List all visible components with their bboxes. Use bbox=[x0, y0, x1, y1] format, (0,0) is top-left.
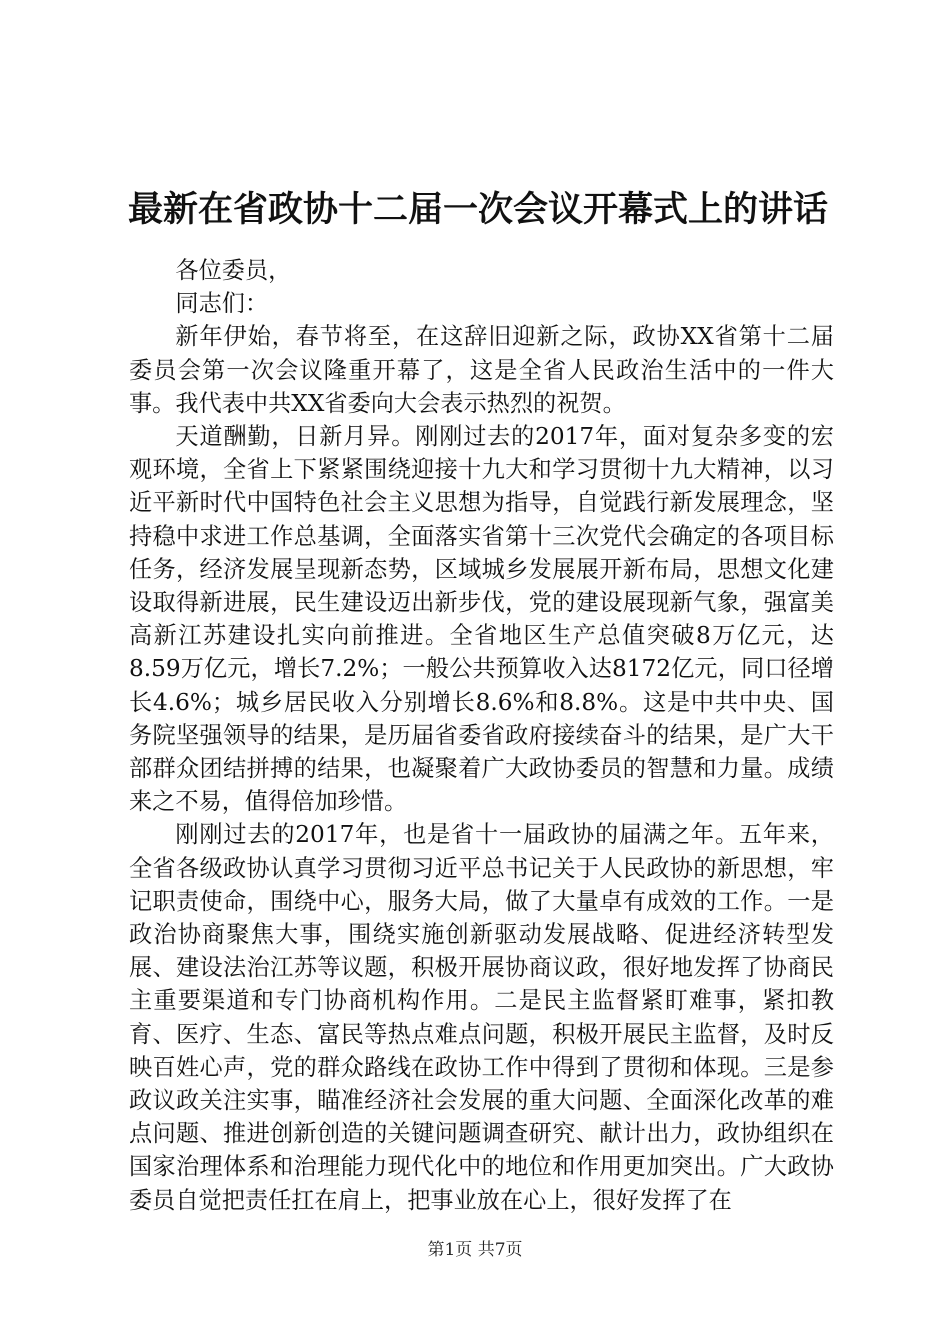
document-title: 最新在省政协十二届一次会议开幕式上的讲话 bbox=[128, 189, 829, 230]
document-body bbox=[129, 254, 834, 1217]
paragraph-opening: 新年伊始，春节将至，在这辞旧迎新之际，政协XX省第十二届委员会第一次会议隆重开幕了，这是全省人民政治生活中的一件大事。我代表中共XX省委向大会表示热烈的祝贺。 bbox=[129, 323, 834, 417]
page-number-footer: 第1页 共7页 bbox=[427, 1240, 523, 1260]
paragraph-cppcc-work: 刚刚过去的2017年，也是省十一届政协的届满之年。五年来，全省各级政协认真学习贯彻习近平总书记关于人民政协的新思想，牢记职责使命，围绕中心，服务大局，做了大量卓有成效的工作。一是政治协商聚焦大事，围绕实施创新驱动发展战略、促进经济转型发展、建设法治江苏等议题，积极开展协商议政，很好地发挥了协商民主重要渠道和专门协商机构作用。二是民主监督紧盯难事，紧扣教育、医疗、生态、富民等热点难点问题，积极开展民主监督，及时反映百姓心声，党的群众路线在政协工作中得到了贯彻和体现。三是参政议政关注实事，瞄准经济社会发展的重大问题、全面深化改革的难点问题、推进创新创造的关键问题调查研究、献计出力，政协组织在国家治理体系和治理能力现代化中的地位和作用更加突出。广大政协委员自觉把责任扛在肩上，把事业放在心上，很好发挥了在 bbox=[129, 821, 834, 1214]
paragraph-achievements: 天道酬勤，日新月异。刚刚过去的2017年，面对复杂多变的宏观环境，全省上下紧紧围绕迎接十九大和学习贯彻十九大精神，以习近平新时代中国特色社会主义思想为指导，自觉践行新发展理念，坚持稳中求进工作总基调，全面落实省第十三次党代会确定的各项目标任务，经济发展呈现新态势，区域城乡发展展开新布局，思想文化建设取得新进展，民生建设迈出新步伐，党的建设展现新气象，强富美高新江苏建设扎实向前推进。全省地区生产总值突破8万亿元，达8.59万亿元，增长7.2%；一般公共预算收入达8172亿元，同口径增长4.6%；城乡居民收入分别增长8.6%和8.8%。这是中共中央、国务院坚强领导的结果，是历届省委省政府接续奋斗的结果，是广大干部群众团结拼搏的结果，也凝聚着广大政协委员的智慧和力量。成绩来之不易，值得倍加珍惜。 bbox=[129, 423, 834, 816]
salutation-members: 各位委员， bbox=[175, 257, 292, 284]
salutation-comrades: 同志们： bbox=[175, 290, 269, 318]
